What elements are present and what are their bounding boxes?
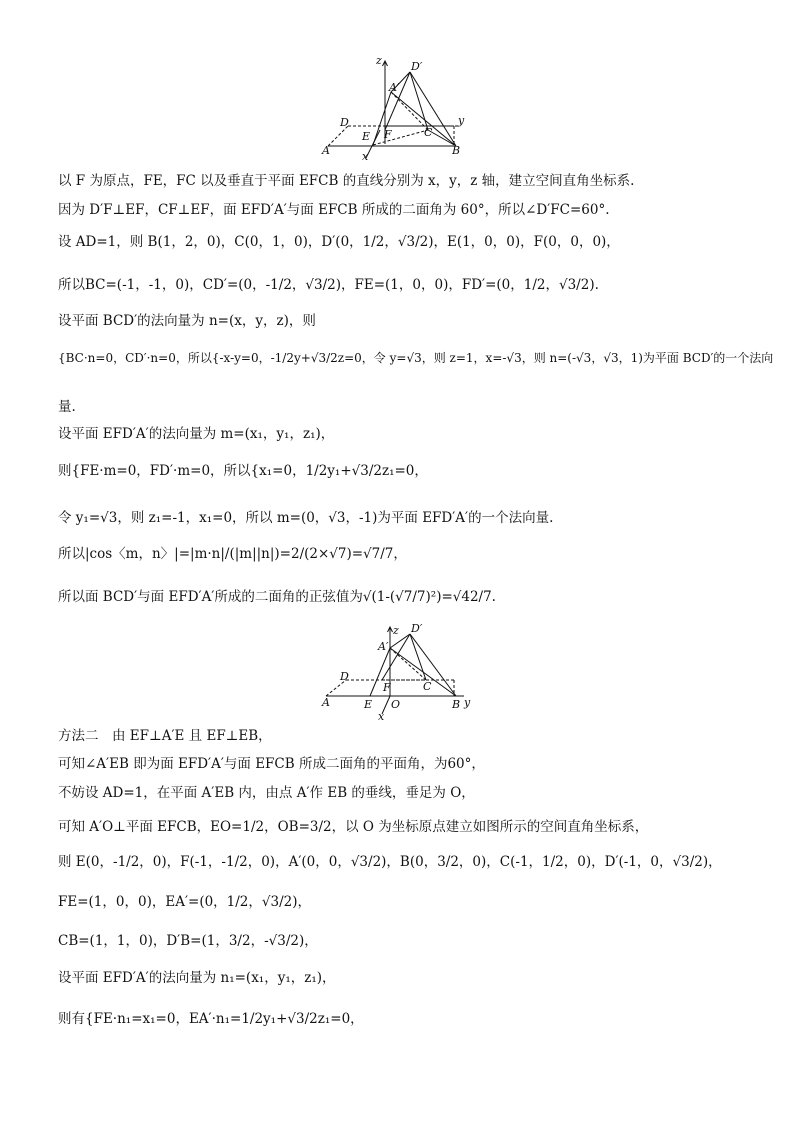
- fig2-label-d: D: [340, 670, 349, 683]
- fig1-label-b: B: [452, 144, 461, 157]
- text-line-9: 则{FE·m=0，FD′·m=0，所以{x₁=0，1/2y₁+√3/2z₁=0，: [58, 463, 428, 479]
- fig2-label-d-prime: D′: [411, 622, 423, 635]
- fig1-label-c: C: [424, 126, 433, 139]
- fig1-label-e: E: [362, 130, 371, 143]
- text-line-7: 量.: [58, 399, 76, 415]
- text-line-14: 可知∠A′EB 即为面 EFD′A′与面 EFCB 所成二面角的平面角，为60°，: [58, 756, 485, 772]
- fig1-label-d-prime: D′: [411, 60, 423, 73]
- text-line-17: 则 E(0，-1/2，0)，F(-1，-1/2，0)，A′(0，0，√3/2)，B(0，3/2，0)，C(-1，1/2，0)，D′(-1，0，√3/2)，: [58, 854, 722, 870]
- text-line-2: 因为 D′F⊥EF，CF⊥EF，面 EFD′A′与面 EFCB 所成的二面角为 60°，所以∠D′FC=60°.: [58, 202, 610, 218]
- text-line-18: FE=(1，0，0)，EA′=(0，1/2，√3/2)，: [58, 894, 311, 910]
- text-line-13: 方法二 由 EF⊥A′E 且 EF⊥EB，: [58, 728, 272, 744]
- text-line-11: 所以|cos〈m，n〉|=|m·n|/(|m||n|)=2/(2×√7)=√7/7，: [58, 546, 407, 562]
- fig2-label-z: z: [393, 624, 399, 637]
- figure-1-pyramid-diagram: [318, 50, 478, 162]
- text-line-8: 设平面 EFD′A′的法向量为 m=(x₁，y₁，z₁)，: [58, 426, 335, 442]
- text-line-16: 可知 A′O⊥平面 EFCB，EO=1/2，OB=3/2，以 O 为坐标原点建立如图所示的空间直角坐标系，: [58, 819, 649, 835]
- fig1-label-y: y: [458, 114, 465, 127]
- text-line-4: 所以BC=(-1，-1，0)，CD′=(0，-1/2，√3/2)，FE=(1，0，0)，FD′=(0，1/2，√3/2).: [58, 277, 599, 293]
- text-line-1: 以 F 为原点，FE，FC 以及垂直于平面 EFCB 的直线分别为 x，y，z 轴，建立空间直角坐标系.: [58, 173, 635, 189]
- text-line-20: 设平面 EFD′A′的法向量为 n₁=(x₁，y₁，z₁)，: [58, 970, 336, 986]
- text-line-21: 则有{FE·n₁=x₁=0，EA′·n₁=1/2y₁+√3/2z₁=0，: [58, 1011, 364, 1027]
- fig1-label-d: D: [340, 116, 349, 129]
- fig1-label-f: F: [384, 128, 392, 141]
- fig2-label-y: y: [464, 696, 471, 709]
- fig2-label-x: x: [378, 710, 385, 722]
- fig2-label-a: A: [322, 696, 330, 709]
- fig1-label-z: z: [376, 54, 382, 67]
- fig2-label-e: E: [364, 698, 373, 711]
- text-line-15: 不妨设 AD=1，在平面 A′EB 内，由点 A′作 EB 的垂线，垂足为 O，: [58, 785, 475, 801]
- fig2-label-o: O: [391, 698, 401, 711]
- fig2-label-c: C: [423, 680, 432, 693]
- text-line-19: CB=(1，1，0)，D′B=(1，3/2，-√3/2)，: [58, 933, 318, 949]
- text-line-5: 设平面 BCD′的法向量为 n=(x，y，z)，则: [58, 313, 316, 329]
- figure-2-pyramid-diagram: [318, 620, 478, 722]
- text-line-6: {BC·n=0，CD′·n=0，所以{-x-y=0，-1/2y+√3/2z=0，令 y=√3，则 z=1，x=-√3，则 n=(-√3，√3，1)为平面 BCD′的一个法向: [58, 351, 774, 365]
- fig2-label-a-prime: A′: [378, 640, 389, 653]
- fig2-label-f: F: [383, 681, 391, 694]
- fig1-label-x: x: [362, 150, 369, 162]
- text-line-12: 所以面 BCD′与面 EFD′A′所成的二面角的正弦值为√(1-(√7/7)²)=√42/7.: [58, 589, 496, 605]
- text-line-3: 设 AD=1，则 B(1，2，0)，C(0，1，0)，D′(0，1/2，√3/2)，E(1，0，0)，F(0，0，0)，: [58, 234, 620, 250]
- text-line-10: 令 y₁=√3，则 z₁=-1，x₁=0，所以 m=(0，√3，-1)为平面 EFD′A′的一个法向量.: [58, 510, 554, 526]
- fig1-label-a-prime: A′: [389, 81, 400, 94]
- fig2-label-b: B: [452, 698, 461, 711]
- fig1-label-a: A: [322, 144, 330, 157]
